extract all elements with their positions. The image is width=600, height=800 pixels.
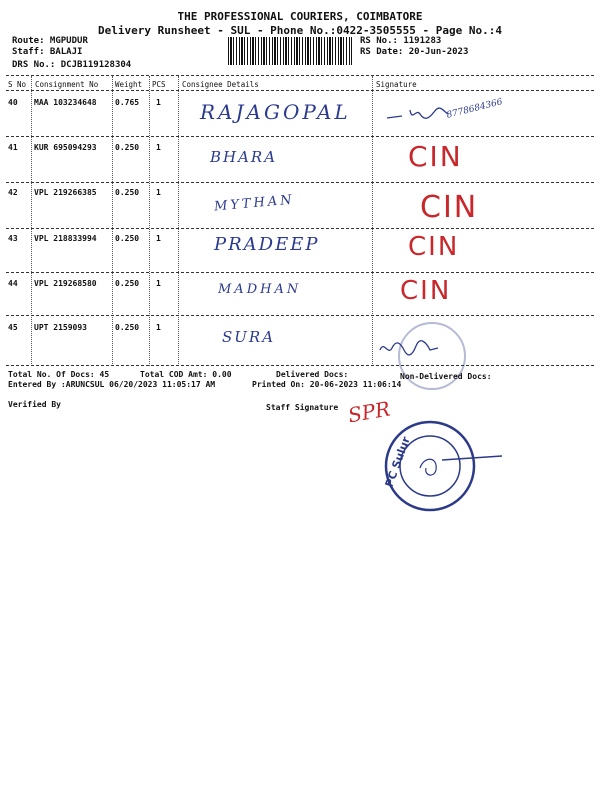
- col-header-consignment: Consignment No: [35, 80, 99, 89]
- staff-label: Staff: BALAJI: [12, 47, 83, 57]
- col-header-weight: Weight: [115, 80, 143, 89]
- entered-by: Entered By :ARUNCSUL 06/20/2023 11:05:17 AM: [8, 380, 216, 389]
- row-sno: 41: [8, 143, 18, 152]
- row-weight: 0.250: [115, 188, 140, 197]
- row-pcs: 1: [156, 98, 161, 107]
- row-pcs: 1: [156, 234, 161, 243]
- printed-on: Printed On: 20-06-2023 11:06:14: [252, 380, 402, 389]
- table-header-rule: [6, 90, 594, 91]
- row-consignment: KUR 695094293: [34, 143, 97, 152]
- row-consignment: VPL 219268580: [34, 279, 97, 288]
- phone-note: 8778684366: [445, 97, 504, 121]
- route-label: Route: MGPUDUR: [12, 36, 88, 46]
- delivered-docs: Delivered Docs:: [276, 370, 349, 379]
- runsheet-title: Delivery Runsheet - SUL - Phone No.:0422-3505555 - Page No.:4: [98, 24, 502, 37]
- row-pcs: 1: [156, 188, 161, 197]
- row-pcs: 1: [156, 279, 161, 288]
- consignee-handwriting: MYTHAN: [213, 192, 296, 215]
- col-header-consignee: Consignee Details: [182, 80, 259, 89]
- stamp-text: PC Sulur: [382, 435, 413, 490]
- signature-handwriting: CIN: [400, 276, 452, 306]
- consignee-handwriting: PRADEEP: [214, 234, 320, 255]
- col-header-sno: S No: [8, 80, 27, 89]
- col-header-signature: Signature: [376, 80, 417, 89]
- row-pcs: 1: [156, 143, 161, 152]
- row-sno: 45: [8, 323, 18, 332]
- signature-handwriting: CIN: [420, 190, 479, 225]
- company-title: THE PROFESSIONAL COURIERS, COIMBATORE: [177, 10, 423, 23]
- consignee-handwriting: BHARA: [210, 148, 278, 166]
- row-weight: 0.250: [115, 279, 140, 288]
- row-sno: 43: [8, 234, 18, 243]
- row-rule: [6, 136, 594, 137]
- drs-number: DRS No.: DCJB119128304: [12, 60, 132, 70]
- consignee-handwriting: RAJAGOPAL: [200, 100, 351, 124]
- col-header-pcs: PCS: [152, 80, 166, 89]
- row-rule: [6, 182, 594, 183]
- row-sno: 42: [8, 188, 18, 197]
- row-rule: [6, 228, 594, 229]
- col-divider: [372, 76, 373, 366]
- row-weight: 0.250: [115, 234, 140, 243]
- row-weight: 0.765: [115, 98, 140, 107]
- row-consignment: VPL 218833994: [34, 234, 97, 243]
- total-docs: Total No. Of Docs: 45: [8, 370, 110, 379]
- row-rule: [6, 272, 594, 273]
- non-delivered-docs: Non-Delivered Docs:: [400, 372, 492, 381]
- col-divider: [178, 76, 179, 366]
- col-divider: [31, 76, 32, 366]
- table-bottom-rule: [6, 365, 594, 366]
- consignee-handwriting: MADHAN: [218, 282, 302, 297]
- total-cod: Total COD Amt: 0.00: [140, 370, 232, 379]
- verified-by: Verified By: [8, 400, 61, 409]
- signature-scribble: [382, 100, 452, 134]
- row-sno: 44: [8, 279, 18, 288]
- barcode: [228, 37, 352, 65]
- rs-number: RS No.: 1191283: [360, 36, 442, 46]
- table-top-rule: [6, 75, 594, 76]
- row-pcs: 1: [156, 323, 161, 332]
- rs-date: RS Date: 20-Jun-2023: [360, 47, 469, 57]
- col-divider: [112, 76, 113, 366]
- staff-signature-hand: SPR: [346, 396, 392, 428]
- row-weight: 0.250: [115, 323, 140, 332]
- signature-handwriting: CIN: [408, 232, 460, 262]
- round-stamp: [380, 416, 510, 520]
- row-consignment: MAA 103234648: [34, 98, 97, 107]
- col-divider: [149, 76, 150, 366]
- row-weight: 0.250: [115, 143, 140, 152]
- row-sno: 40: [8, 98, 18, 107]
- consignee-handwriting: SURA: [222, 328, 276, 346]
- staff-signature-label: Staff Signature: [266, 403, 339, 412]
- signature-handwriting: CIN: [408, 140, 463, 173]
- row-consignment: UPT 2159093: [34, 323, 87, 332]
- row-rule: [6, 315, 594, 316]
- row-consignment: VPL 219266385: [34, 188, 97, 197]
